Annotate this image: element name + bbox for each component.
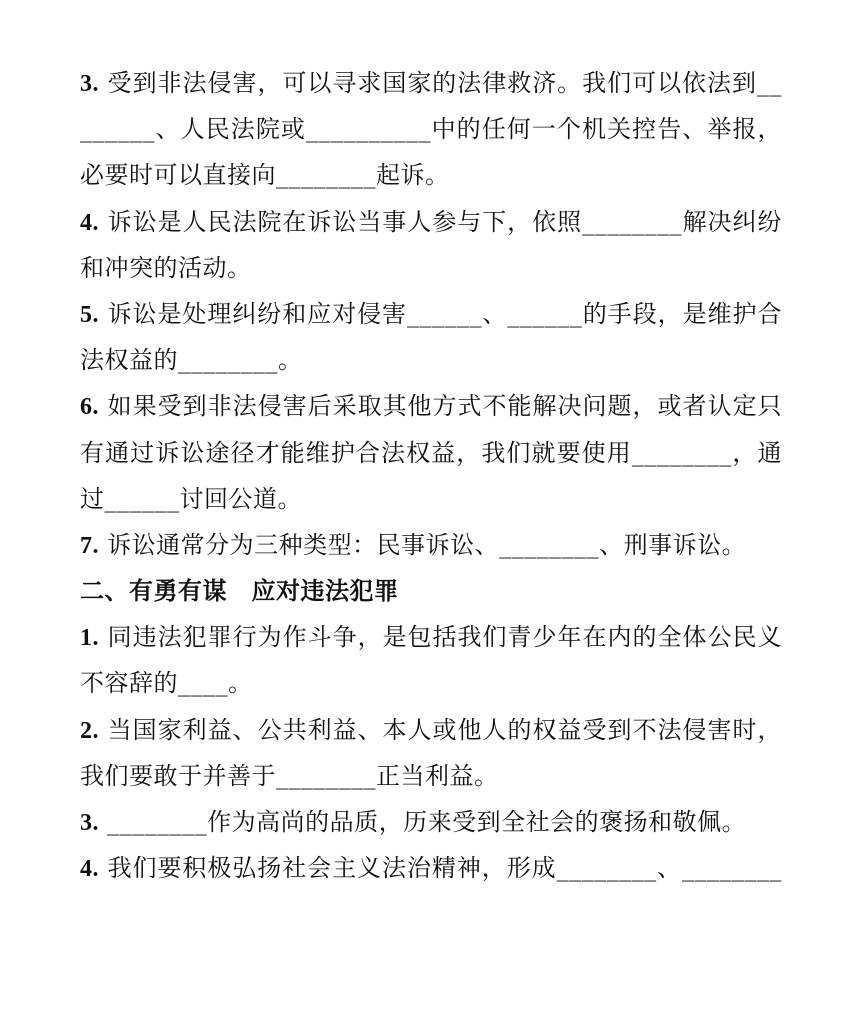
line-text: 和冲突的活动。 <box>80 253 252 282</box>
text-line <box>80 60 782 106</box>
item-number: 3. <box>80 810 99 836</box>
line-text: 诉讼是人民法院在诉讼当事人参与下，依照________解决纠纷 <box>99 207 782 236</box>
line-text: 过______讨回公道。 <box>80 484 302 513</box>
text-line <box>80 383 782 429</box>
text-line <box>80 707 782 753</box>
item-number: 3. <box>80 71 99 97</box>
text-line <box>80 845 782 891</box>
text-line <box>80 152 782 198</box>
line-text: 我们要敢于并善于________正当利益。 <box>80 761 499 790</box>
line-text: 同违法犯罪行为作斗争，是包括我们青少年在内的全体公民义 <box>99 623 782 652</box>
line-text: ______、人民法院或__________中的任何一个机关控告、举报， <box>80 115 782 144</box>
item-number: 2. <box>80 717 99 744</box>
text-line <box>80 106 782 152</box>
section-heading <box>80 568 782 614</box>
line-text: 诉讼通常分为三种类型：民事诉讼、________、刑事诉讼。 <box>99 530 747 559</box>
text-line <box>80 614 782 660</box>
text-line <box>80 245 782 291</box>
line-text: 我们要积极弘扬社会主义法治精神，形成________、________ <box>99 854 782 883</box>
line-text: 法权益的________。 <box>80 346 303 375</box>
line-text: 受到非法侵害，可以寻求国家的法律救济。我们可以依法到__ <box>99 69 782 97</box>
item-number: 4. <box>80 856 99 883</box>
section-heading-text: 二、有勇有谋 应对违法犯罪 <box>80 577 399 606</box>
text-line <box>80 476 782 522</box>
text-line <box>80 430 782 476</box>
item-number: 5. <box>80 301 99 328</box>
line-text: 如果受到非法侵害后采取其他方式不能解决问题，或者认定只 <box>99 392 782 421</box>
line-text: 不容辞的____。 <box>80 669 253 698</box>
line-text: 当国家利益、公共利益、本人或他人的权益受到不法侵害时， <box>99 715 782 744</box>
line-text: ________作为高尚的品质，历来受到全社会的褒扬和敬佩。 <box>99 808 747 836</box>
text-line <box>80 199 782 245</box>
text-line <box>80 753 782 799</box>
text-line <box>80 660 782 706</box>
text-line <box>80 291 782 337</box>
item-number: 6. <box>80 394 99 421</box>
line-text: 有通过诉讼途径才能维护合法权益，我们就要使用________，通 <box>80 438 782 467</box>
item-number: 1. <box>80 625 99 652</box>
line-text: 必要时可以直接向________起诉。 <box>80 161 450 190</box>
document-page <box>80 60 782 891</box>
line-text: 诉讼是处理纠纷和应对侵害______、______的手段，是维护合 <box>99 299 782 328</box>
item-number: 4. <box>80 209 99 236</box>
text-line <box>80 337 782 383</box>
item-number: 7. <box>80 532 99 559</box>
text-line <box>80 522 782 568</box>
text-line <box>80 799 782 845</box>
